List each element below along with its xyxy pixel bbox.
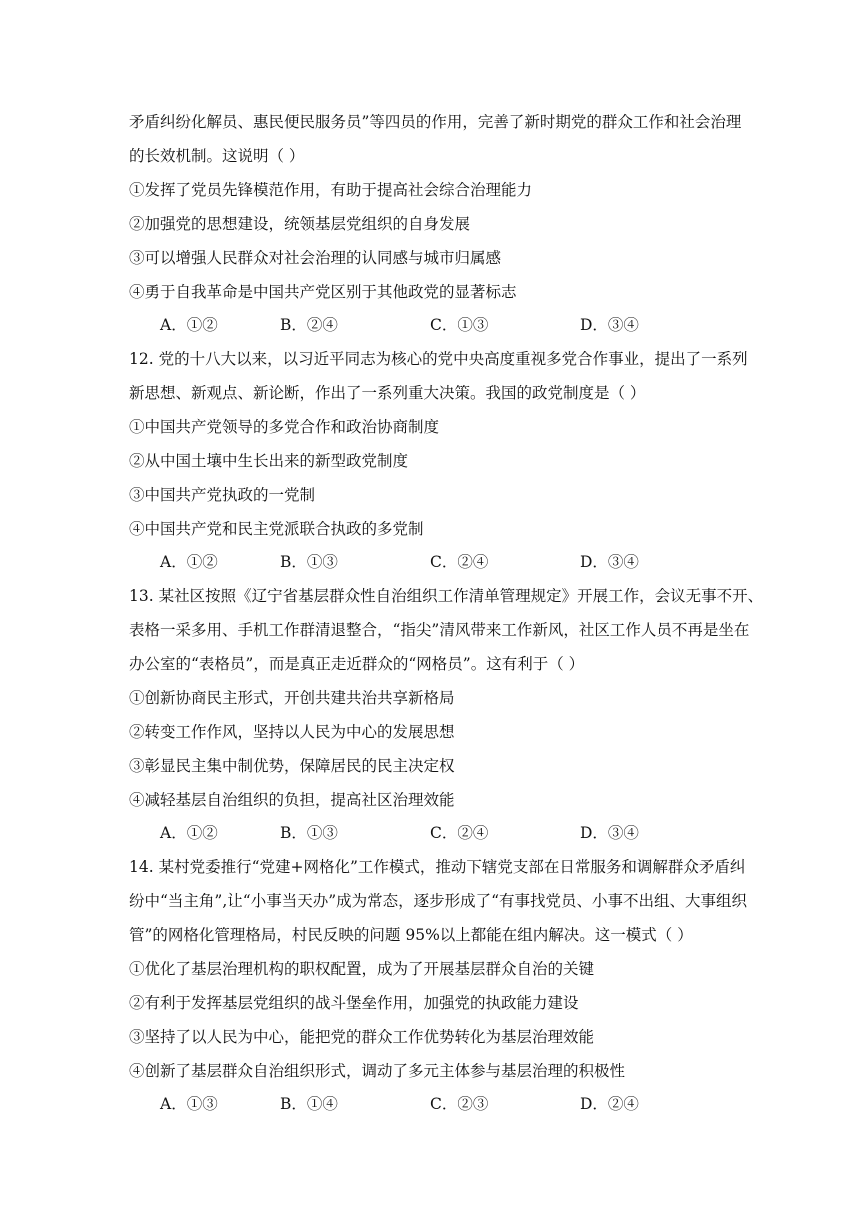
q13-option-a[interactable]: A．①②: [160, 824, 218, 842]
q12-item-3: ③中国共产党执政的一党制: [129, 486, 316, 504]
q14-stem-line-1: 14. 某村党委推行“党建+网格化”工作模式，推动下辖党支部在日常服务和调解群众矛盾纠: [129, 858, 746, 876]
q11-options: [160, 315, 760, 335]
q14-option-a[interactable]: A．①③: [160, 1095, 218, 1113]
q11-stem-line-1: 矛盾纠纷化解员、惠民便民服务员”等四员的作用，完善了新时期党的群众工作和社会治理: [129, 113, 742, 131]
q13-stem-line-1: 13. 某社区按照《辽宁省基层群众性自治组织工作清单管理规定》开展工作，会议无事不开、: [129, 587, 764, 605]
q13-item-4: ④减轻基层自治组织的负担，提高社区治理效能: [129, 791, 455, 809]
q12-options: [160, 552, 760, 572]
q11-item-4: ④勇于自我革命是中国共产党区别于其他政党的显著标志: [129, 283, 517, 301]
q14-item-4: ④创新了基层群众自治组织形式，调动了多元主体参与基层治理的积极性: [129, 1062, 626, 1080]
q11-option-c[interactable]: C．①③: [430, 316, 489, 334]
q13-options: [160, 823, 760, 843]
q11-option-b[interactable]: B．②④: [280, 316, 338, 334]
q12-option-a[interactable]: A．①②: [160, 553, 218, 571]
q12-option-c[interactable]: C．②④: [430, 553, 489, 571]
q11-option-a[interactable]: A．①②: [160, 316, 218, 334]
q12-option-d[interactable]: D．③④: [580, 553, 639, 571]
q12-stem-line-2: 新思想、新观点、新论断，作出了一系列重大决策。我国的政党制度是（ ）: [129, 384, 646, 402]
q14-option-b[interactable]: B．①④: [280, 1095, 338, 1113]
q11-item-1: ①发挥了党员先锋模范作用，有助于提高社会综合治理能力: [129, 181, 533, 199]
q12-option-b[interactable]: B．①③: [280, 553, 338, 571]
q13-option-c[interactable]: C．②④: [430, 824, 489, 842]
q12-item-1: ①中国共产党领导的多党合作和政治协商制度: [129, 418, 440, 436]
q13-option-d[interactable]: D．③④: [580, 824, 639, 842]
q13-stem-line-3: 办公室的“表格员”，而是真正走近群众的“网格员”。这有利于（ ）: [129, 655, 585, 673]
q13-option-b[interactable]: B．①③: [280, 824, 338, 842]
q11-stem-line-2: 的长效机制。这说明（ ）: [129, 147, 305, 165]
q12-item-2: ②从中国土壤中生长出来的新型政党制度: [129, 452, 409, 470]
q14-item-1: ①优化了基层治理机构的职权配置，成为了开展基层群众自治的关键: [129, 960, 595, 978]
q13-item-3: ③彰显民主集中制优势，保障居民的民主决定权: [129, 757, 455, 775]
q11-item-2: ②加强党的思想建设，统领基层党组织的自身发展: [129, 215, 471, 233]
q14-item-2: ②有利于发挥基层党组织的战斗堡垒作用，加强党的执政能力建设: [129, 994, 579, 1012]
q14-stem-line-3: 管”的网格化管理格局，村民反映的问题 95%以上都能在组内解决。这一模式（ ）: [129, 926, 693, 944]
q14-item-3: ③坚持了以人民为中心，能把党的群众工作优势转化为基层治理效能: [129, 1028, 595, 1046]
q12-item-4: ④中国共产党和民主党派联合执政的多党制: [129, 520, 424, 538]
q14-stem-line-2: 纷中“当主角”,让“小事当天办”成为常态，逐步形成了“有事找党员、小事不出组、大事组织: [129, 892, 748, 910]
q14-option-d[interactable]: D．②④: [580, 1095, 639, 1113]
q13-stem-line-2: 表格一采多用、手机工作群清退整合，“指尖”清风带来工作新风，社区工作人员不再是坐在: [129, 621, 750, 639]
q11-item-3: ③可以增强人民群众对社会治理的认同感与城市归属感: [129, 249, 502, 267]
q11-option-d[interactable]: D．③④: [580, 316, 639, 334]
q13-item-2: ②转变工作作风，坚持以人民为中心的发展思想: [129, 723, 455, 741]
q13-item-1: ①创新协商民主形式，开创共建共治共享新格局: [129, 689, 455, 707]
q12-stem-line-1: 12. 党的十八大以来，以习近平同志为核心的党中央高度重视多党合作事业，提出了一系列: [129, 350, 748, 368]
q14-options: [160, 1094, 760, 1114]
q14-option-c[interactable]: C．②③: [430, 1095, 489, 1113]
